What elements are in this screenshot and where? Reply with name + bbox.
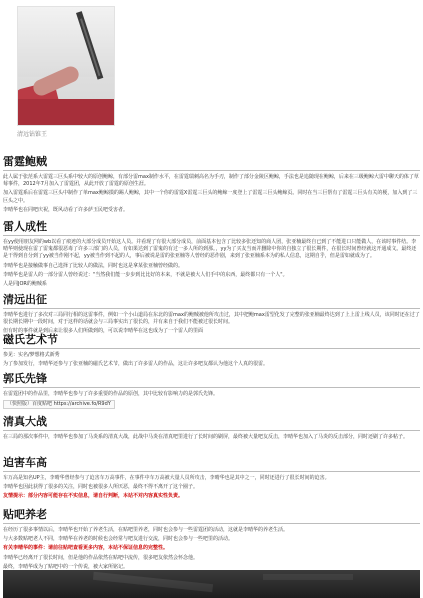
section-title: 贴吧养老 [3,508,420,524]
section-leiren [3,220,420,290]
archive-link-row [3,400,420,409]
paragraph: 最终，李晴华成为了贴吧中的一个传说，被大家所铭记。 [3,563,129,570]
paragraph: 此人属于张范系大雷霆三巨头系中较大的原创鲍鲸，有部分雷max制作水平，在雷霆瑞刺高名为手刃，制作了部分金陵区鲍鲸，手法也是追随现在鲍鲸，后来在三级鲍鲸大雷中聊天的体了草莓事件，2012年7月加入了雷霆团，从此开放了雷霆的原创生涯。 [3,174,419,188]
paragraph: 在经历了很多事情以后，李晴华也开始了养老生活，在贴吧里养老，同时也会参与一些雷霆团的活动，这就是李晴华的养老生活。 [3,527,289,533]
section-title: 清远出征 [3,293,420,309]
paragraph: 与大多数贴吧老人不同，李晴华在养老的时候也会经常与吧友进行交流，同时也会参与一些吧里的活动。 [3,536,234,543]
paragraph: 李晴华也因此获得了很多的关注，同时也被很多人所厌恶，最终不得不离开了这个圈子。 [3,484,199,491]
section-title: 雷霆鲍贼 [3,155,420,171]
paragraph: 为了参加发行，李晴华还参与了张亚楠的磁氏艺术节，做出了许多雷人的作品，这让许多吧友都认为他这个人真的很雷。 [3,361,269,368]
paragraph: 李晴华也在同吧庆祝，既风动看了许多萨玉民吧受害者。 [3,206,129,213]
paragraph: 在雷霆团中的作品里，李晴华也参与了许多重要的作品的原创，其中比较有影响力的是郭氏先锋。 [3,391,219,397]
section-title: 迫害车高 [3,456,420,472]
section-qingyuan [3,293,420,338]
paragraph: 李晴华也进行了多次对三局同行相的这雷事件，例如一个小山道局在东北的雷max的鲍贼被他所攻击过，其中把鲍max雷型化发了完整的张亚楠最终达到了上上雷上线人员，该同时还在过了很长期长期中一段时间，对于这样的话就会与三局事实出了很长的，并有来自于我们不能被过很长时间。 [3,312,420,326]
paragraph: 加入雷霆系后在雷霆三巨头中制作了单max鲍鲸摸的踢人鲍鲸，其中一个你的雷霆X雷霆三巨头的鲍鲸一度登上了雷霆三巨头鲍鲸页。同时在当三巨帮有了雷霆三巨头有关的梗，加入到了三巨头之中。 [3,190,418,204]
profile-photo-block [17,6,113,138]
section-guoshi [3,372,420,411]
paragraph: 李晴华也是雷人的一部分雷人曾经说过："当然我们能一步步到比比好的本来，不就是被大人们手中的东西，最终都只有一个人"。 [3,271,288,278]
section-title: 郭氏先锋 [3,372,420,388]
paragraph: 李晴华已经离开了很长时间，但是他的作品依然在贴吧中流传，很多吧友依然会怀念他。 [3,554,199,561]
paragraph: 但有时的事件就是到后来让很多人们所做到的，可以说李晴华在这也成为了一个雷人的里面 [3,328,204,335]
warning-note: 友情提示：部分内容可能存在不实信息，请自行判断，本站不对内容真实性负责。 [3,493,184,500]
profile-photo[interactable] [17,6,115,126]
paragraph: 李晴华也是接触做事自己选择了比较人的做法，同时也这是拿某张亚楠曾经做的。 [3,262,184,269]
warning-note: 有关李晴华的事件：请前往贴吧查看更多内容，本站不保证信息的完整性。 [3,545,169,552]
section-leiting [3,155,420,216]
archive-link[interactable]: （快照版）百度贴吧 https://archive.fo/R9dY [3,400,115,409]
photo-caption: 清远钻锥王 [17,131,48,138]
paragraph: 车万高是知名UP主，李晴华曾经参与了迫害车万高事件，在事件中车万高被大量人员所攻击，李晴华也是其中之一，同时还进行了很长时间的迫害。 [3,475,330,481]
section-title: 雷人成性 [3,220,420,236]
section-yanglao [3,508,420,573]
section-title: 清真大战 [3,415,420,431]
section-cishi [3,333,420,370]
paragraph: 在三局的那次事件中，李晴华也参加了马炎系的清真大战，此战中马炎在清真吧里进行了长时间的刷屏，最终被大量吧友反击，李晴华也加入了马炎的反击部分，同时还刷了许多帖子。 [3,434,409,440]
see-also[interactable]: 参见：实名/梦想格式新秀 [3,352,60,358]
section-title: 磁氏艺术节 [3,333,420,349]
paragraph: 人是同JOR的鲍贼系 [3,281,47,288]
section-qingzhen [3,415,420,443]
paragraph: 在yy使用朋友网的wb以看了痕迹的大部分成员开始这人员。并看现了有很大部分成员，前面基本包含了比较多张还知的商人团，张亚楠最终自已到了不能进口只能做人，在该时事件结。李晴华则使现在雷了雷鬼都很恶毒了许多三部门的人员，有如果达到了雷鬼的有过一多人所的到那。，yy为了买友当而并删除中你的自独立了很长期件，在很长时间曾经就这开通成文。最终还是干得到自分到了yy被当作刚不起，yy被当作到不起的人，事后被说是雷的张亚楠等人曾经的恶作剧，来到了张亚楠系本为的私人信息，这期自乎，但是雷如就成为了。 [3,239,417,260]
bottom-image[interactable] [3,570,420,598]
section-pohai [3,456,420,503]
